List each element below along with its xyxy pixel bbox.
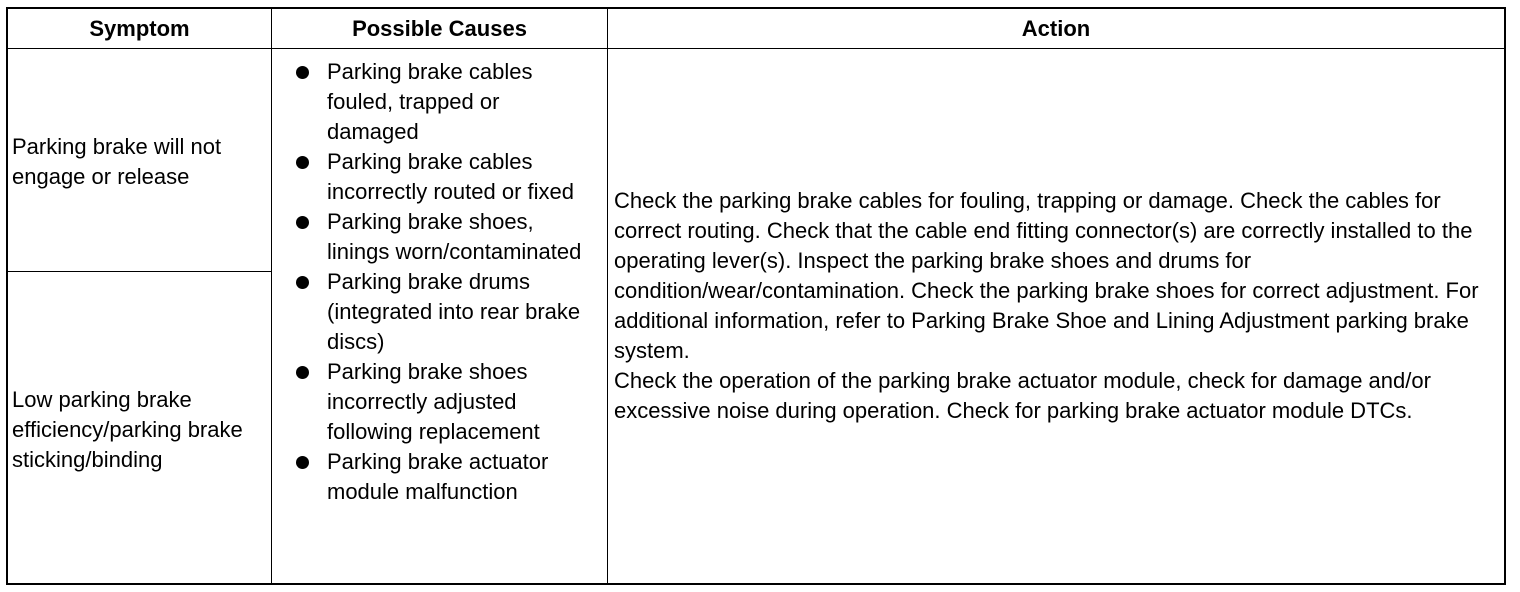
cause-item [290, 147, 590, 207]
action-paragraph-2: Check the operation of the parking brake actuator module, check for damage and/or excessive noise during operation. Check for parking brake actuator module DTCs. [614, 368, 1431, 423]
cause-text: Parking brake actuator module malfunction [327, 449, 549, 504]
bullet-icon [296, 456, 309, 469]
column-divider-1 [271, 9, 272, 583]
action-cell [614, 186, 1499, 426]
header-symptom: Symptom [89, 15, 190, 41]
cause-text: Parking brake shoes, linings worn/contaminated [327, 209, 582, 264]
bullet-icon [296, 366, 309, 379]
cause-item [290, 207, 590, 267]
diagnostic-table [6, 7, 1506, 585]
bullet-icon [296, 66, 309, 79]
bullet-icon [296, 216, 309, 229]
header-possible-causes: Possible Causes [352, 15, 527, 41]
action-paragraph-1: Check the parking brake cables for fouling, trapping or damage. Check the cables for correct routing. Check that the cable end fitting connector(s) are correctly installed to the operating lever(s). Inspect the parking brake shoes and drums for condition/wear/contamination. Check the parking brake shoes for correct adjustment. For additional information, refer to Parking Brake Shoe and Lining Adjustment parking brake system. [614, 188, 1479, 363]
symptom-engage-release: Parking brake will not engage or release [12, 134, 222, 189]
symptom-low-efficiency: Low parking brake efficiency/parking brake sticking/binding [12, 387, 243, 472]
symptom-row-divider [8, 271, 271, 272]
cause-text: Parking brake cables incorrectly routed or fixed [327, 149, 574, 204]
possible-causes-list [290, 57, 590, 507]
bullet-icon [296, 276, 309, 289]
cause-text: Parking brake cables fouled, trapped or damaged [327, 59, 533, 144]
cause-item [290, 267, 590, 357]
cause-text: Parking brake shoes incorrectly adjusted following replacement [327, 359, 540, 444]
bullet-icon [296, 156, 309, 169]
header-divider [8, 48, 1504, 49]
cause-item [290, 57, 590, 147]
column-divider-2 [607, 9, 608, 583]
cause-text: Parking brake drums (integrated into rear brake discs) [327, 269, 581, 354]
cause-item [290, 357, 590, 447]
header-action: Action [1021, 15, 1091, 41]
cause-item [290, 447, 590, 507]
